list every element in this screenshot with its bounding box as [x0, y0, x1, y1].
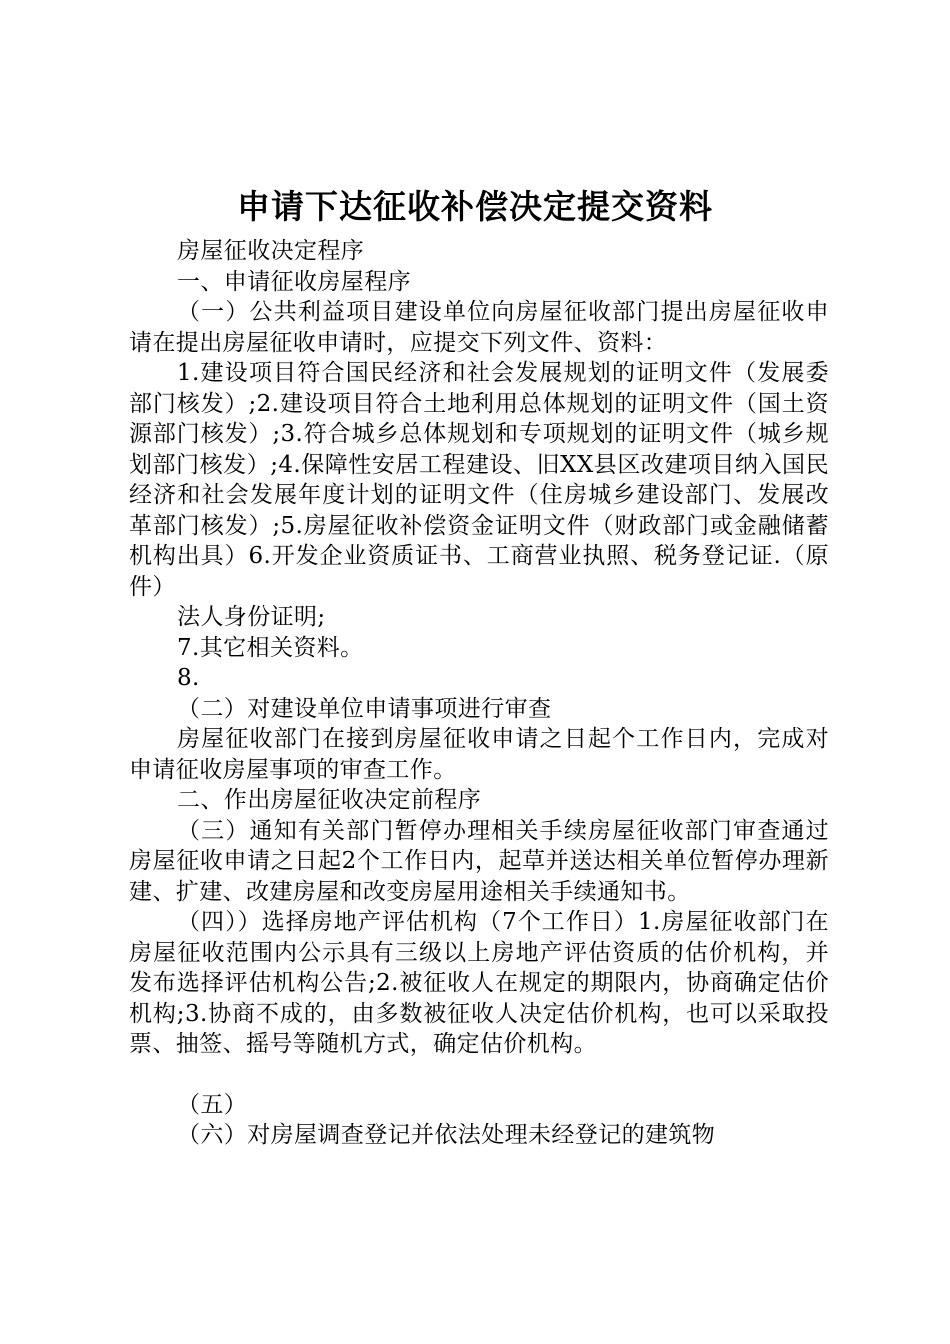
paragraph: 一、申请征收房屋程序	[177, 268, 411, 295]
paragraph: 二、作出房屋征收决定前程序	[177, 787, 482, 813]
paragraph: （三）通知有关部门暂停办理相关手续房屋征收部门审查通过房屋征收申请之日起2个工作日内，起草并送达相关单位暂停办理新建、扩建、改建房屋和改变房屋用途相关手续通知书。	[129, 817, 829, 905]
paragraph: 8.	[177, 665, 200, 691]
document-body	[129, 236, 829, 1151]
paragraph: （一）公共利益项目建设单位向房屋征收部门提出房屋征收申请在提出房屋征收申请时，应提交下列文件、资料：	[129, 299, 829, 356]
document-title: 申请下达征收补偿决定提交资料	[237, 187, 713, 226]
paragraph: （二）对建设单位申请事项进行审查	[177, 695, 552, 722]
paragraph: 法人身份证明;	[177, 604, 326, 630]
paragraph: （六）对房屋调查登记并依法处理未经登记的建筑物	[177, 1122, 716, 1148]
paragraph: 房屋征收部门在接到房屋征收申请之日起个工作日内，完成对申请征收房屋事项的审查工作。	[129, 726, 829, 783]
paragraph: 7.其它相关资料。	[177, 634, 364, 661]
paragraph: 1.建设项目符合国民经济和社会发展规划的证明文件（发展委部门核发）;2.建设项目符合土地利用总体规划的证明文件（国土资源部门核发）;3.符合城乡总体规划和专项规划的证明文件（城乡规划部门核发）;4.保障性安居工程建设、旧XX县区改建项目纳入国民经济和社会发展年度计划的证明文件（住房城乡建设部门、发展改革部门核发）;5.房屋征收补偿资金证明文件（财政部门或金融储蓄机构出具）6.开发企业资质证书、工商营业执照、税务登记证.（原件）	[129, 360, 829, 600]
paragraph: （四））选择房地产评估机构（7个工作日）1.房屋征收部门在房屋征收范围内公示具有三级以上房地产评估资质的估价机构，并发布选择评估机构公告;2.被征收人在规定的期限内，协商确定估价机构;3.协商不成的，由多数被征收人决定估价机构，也可以采取投票、抽签、摇号等随机方式，确定估价机构。	[129, 909, 829, 1057]
paragraph: 房屋征收决定程序	[177, 238, 365, 264]
paragraph: （五）	[177, 1091, 248, 1118]
